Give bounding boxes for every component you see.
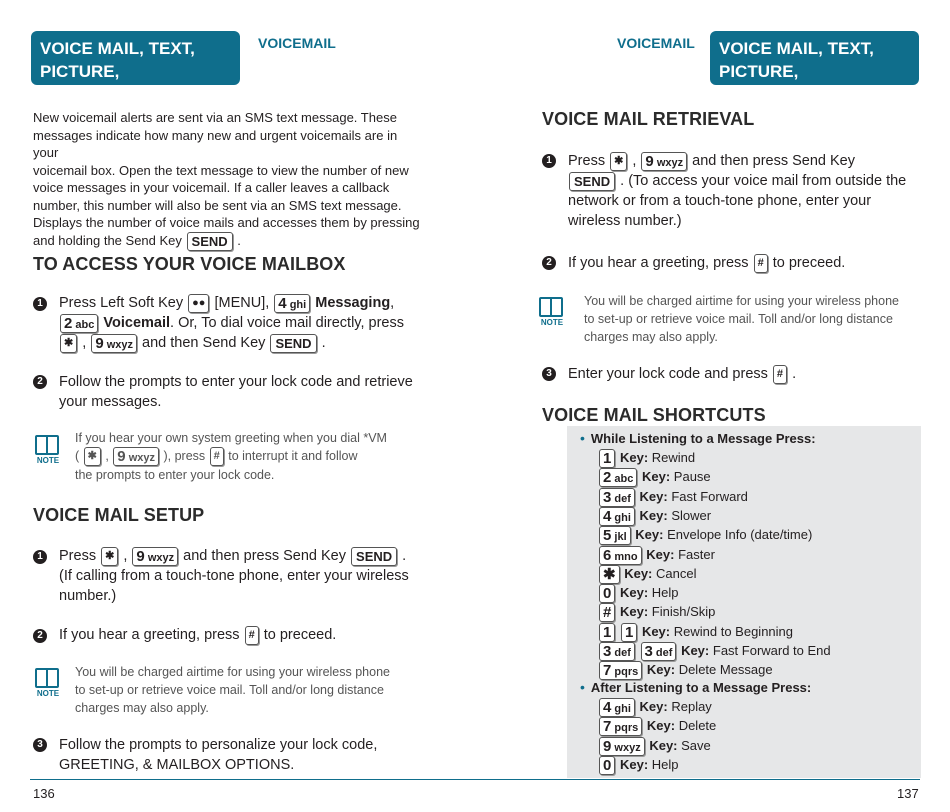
page-number-left: 136 [33,786,55,801]
key-label: Key: [646,662,676,678]
heading-access-mailbox: TO ACCESS YOUR VOICE MAILBOX [33,254,346,274]
key-label: Key: [641,623,671,639]
key-1-icon: 1 [599,623,615,642]
key-3def-icon: 3 def [599,488,635,507]
banner-line2: VIDEO MESSAGING [719,85,881,104]
shortcut-action: Help [651,756,679,772]
shortcut-action: Rewind [651,450,696,465]
shortcut-action: Slower [671,507,712,523]
key-label: Key: [646,718,676,734]
section-label-right: VOICEMAIL [617,35,695,51]
note-icon: NOTE [537,297,567,333]
shortcut-action: Cancel [656,565,697,581]
key-label: Key: [624,565,653,581]
shortcut-action: Faster [678,546,715,562]
heading-voice-mail-retrieval: VOICE MAIL RETRIEVAL [542,109,755,129]
shortcut-action: Envelope Info (date/time) [667,527,813,543]
intro-line: Displays the number of voice mails and accesses them by pressing [33,215,420,230]
key-6mno-icon: 6 mno [599,546,642,565]
key-label: Key: [619,756,649,772]
shortcut-row [598,698,712,717]
heading-voice-mail-shortcuts: VOICE MAIL SHORTCUTS [542,405,766,425]
key-3def-icon: 3 def [599,642,635,661]
shortcut-row [598,546,715,565]
shortcut-row [598,565,696,584]
star-key-icon: ✱ [610,152,627,171]
send-key-icon: SEND [187,232,233,251]
shortcut-row [598,661,773,680]
key-label: Key: [619,450,649,465]
key-label: Key: [649,737,678,753]
intro-line: messages indicate how many new and urgent voicemails are in your [33,127,398,160]
left-soft-key-icon: ●● [188,294,209,313]
key-4ghi-icon: 4 ghi [599,698,635,717]
shortcut-row [598,756,679,775]
shortcut-row [598,603,715,622]
shortcut-action: Fast Forward [671,488,748,504]
section-label-left: VOICEMAIL [258,35,336,51]
shortcut-row [598,737,711,756]
pound-key-icon: # [210,447,224,466]
pound-key-icon: # [245,626,259,645]
send-key-icon: SEND [351,547,397,566]
banner-line1: VOICE MAIL, TEXT, PICTURE, [40,39,195,81]
banner-line1: VOICE MAIL, TEXT, PICTURE, [719,39,874,81]
key-label: Key: [619,604,649,620]
intro-line: voicemail box. Open the text message to view the number of new [33,162,409,178]
key-9-icon: 9 wxyz [641,152,687,171]
shortcut-row [598,449,695,468]
key-label: Key: [681,643,710,658]
step-number-3: 3 [33,738,47,752]
key-2abc-icon: 2 abc [599,468,637,487]
shortcut-row [598,507,711,526]
send-key-icon: SEND [569,172,615,191]
step-number-1: 1 [33,550,47,564]
key-7pqrs-icon: 7 pqrs [599,717,642,736]
key-0-icon: 0 [599,584,615,603]
star-key-icon: ✱ [101,547,118,566]
pound-key-icon: # [773,365,787,384]
note-airtime-charges: You will be charged airtime for using your wireless phone to set-up or retrieve voice mail. Toll and/or long distance charges may also apply. [584,294,899,344]
intro-line: New voicemail alerts are sent via an SMS text message. These [33,110,397,125]
shortcut-action: Delete Message [678,662,773,678]
shortcut-action: Pause [673,469,711,485]
key-pound-icon: # [599,603,615,622]
chapter-banner-right [710,31,919,104]
shortcut-row [598,526,812,545]
note-system-greeting: If you hear your own system greeting when you dial *VM ( ✱ , 9 wxyz ), press # to interrupt it and follow the prompts to enter your lock code. [75,431,387,483]
key-9-icon: 9 wxyz [91,334,137,353]
key-label: Key: [646,546,675,562]
intro-paragraph [33,109,423,251]
star-key-icon: ✱ [84,447,101,466]
heading-voice-mail-setup: VOICE MAIL SETUP [33,505,205,525]
key-2-icon: 2 abc [60,314,98,333]
star-key-icon: ✱ [60,334,77,353]
key-4ghi-icon: 4 ghi [599,507,635,526]
note-airtime-charges: You will be charged airtime for using your wireless phone to set-up or retrieve voice mail. Toll and/or long distance charges may also apply. [75,665,390,715]
key-9wxyz-icon: 9 wxyz [599,737,645,756]
access-step-1: Press Left Soft Key ●● [MENU], 4 ghi Messaging, 2 abc Voicemail. Or, To dial voice mail directly, press ✱ , 9 wxyz and then Send Key SEND . [59,294,404,352]
key-label: Key: [639,507,668,523]
step-number-2: 2 [33,375,47,389]
shortcut-row [598,717,716,736]
key-label: Key: [619,585,649,601]
step-number-3: 3 [542,367,556,381]
shortcut-action: Finish/Skip [651,604,716,620]
key-1-icon: 1 [621,623,637,642]
step-number-1: 1 [33,297,47,311]
key-label: Key: [641,469,671,485]
key-star-icon: ✱ [599,565,620,584]
intro-line: number, this number will also be sent via an SMS text message. [33,197,402,213]
access-step-2: Follow the prompts to enter your lock code and retrieve your messages. [59,374,413,410]
shortcut-row [598,584,679,603]
send-key-icon: SEND [270,334,316,353]
key-1-icon: 1 [599,449,615,468]
shortcut-row [598,642,831,661]
page-number-right: 137 [897,786,919,801]
step-number-2: 2 [33,629,47,643]
key-4-icon: 4 ghi [274,294,310,313]
shortcut-row [598,468,711,487]
intro-line: and holding the Send Key SEND . [33,232,241,249]
key-label: Key: [635,527,664,543]
shortcut-action: Help [651,585,679,601]
key-label: Key: [639,699,668,714]
shortcut-action: Rewind to Beginning [673,623,793,639]
retrieval-step-2: If you hear a greeting, press # to preceed. [568,255,846,271]
key-5jkl-icon: 5 jkl [599,526,631,545]
shortcut-row [598,488,748,507]
pound-key-icon: # [754,254,768,273]
chapter-banner-left [31,31,240,104]
banner-line2: VIDEO MESSAGING [69,85,231,104]
step-number-1: 1 [542,154,556,168]
key-0-icon: 0 [599,756,615,775]
setup-step-3: Follow the prompts to personalize your lock code, GREETING, & MAILBOX OPTIONS. [59,737,378,773]
setup-step-1: Press ✱ , 9 wxyz and then press Send Key SEND . (If calling from a touch-tone phone, enter your wireless number.) [59,547,409,604]
shortcut-action: Delete [678,718,717,734]
key-7pqrs-icon: 7 pqrs [599,661,642,680]
note-icon: NOTE [33,435,63,471]
footer-rule [30,779,920,780]
retrieval-step-3: Enter your lock code and press # . [568,366,797,382]
key-3def-icon: 3 def [641,642,677,661]
after-listening-header: • After Listening to a Message Press: [580,679,812,695]
key-9-icon: 9 wxyz [132,547,178,566]
retrieval-step-1: Press ✱ , 9 wxyz and then press Send Key SEND . (To access your voice mail from outside the network or from a touch-tone phone, enter your wireless number.) [568,152,907,229]
while-listening-header: • While Listening to a Message Press: [580,430,816,446]
setup-step-2: If you hear a greeting, press # to preceed. [59,627,337,643]
shortcut-action: Replay [671,699,712,714]
shortcut-action: Fast Forward to End [712,643,831,658]
shortcut-row [598,623,793,642]
step-number-2: 2 [542,256,556,270]
shortcut-action: Save [681,737,711,753]
key-9-icon: 9 wxyz [113,447,159,466]
intro-line: voice messages in your voicemail. If a caller leaves a callback [33,180,390,195]
key-label: Key: [639,488,668,504]
note-icon: NOTE [33,668,63,704]
